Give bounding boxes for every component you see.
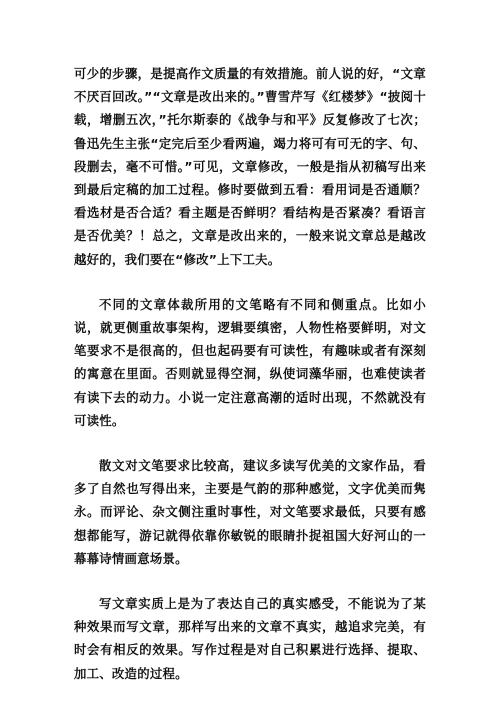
paragraph-true-feeling: 写文章实质上是为了表达自己的真实感受，不能说为了某种效果而写文章，那样写出来的文章不真实，越追求完美，有时会有相反的效果。写作过程是对自己积累进行选择、提取、加工、改造的过程。: [74, 596, 426, 681]
paragraph-essay-style: 散文对文笔要求比较高，建议多读写优美的文家作品，看多了自然也写得出来，主要是气韵的那种感觉，文字优美而隽永。而评论、杂文侧注重时事性，对文笔要求最低，只要有感想都能写，游记就得依靠你敏锐的眼睛扑捉祖国大好河山的一幕幕诗情画意场景。: [74, 458, 426, 566]
paragraph-revision: 可少的步骤，是提高作文质量的有效措施。前人说的好，“文章不厌百回改。”“文章是改出来的。”曹雪芹写《红楼梦》“披阅十载，增删五次，”托尔斯泰的《战争与和平》反复修改了七次；鲁迅先生主张“定完后至少看两遍，竭力将可有可无的字、句、段删去，毫不可惜。”可见，文章修改，一般是指从初稿写出来到最后定稿的加工过程。修时要做到五看：看用词是否通顺？看选材是否合适？看主题是否鲜明？看结构是否紧凑？看语言是否优美？！总之，文章是改出来的，一般来说文章总是越改越好的，我们要在“修改”上下工夫。: [74, 66, 426, 267]
document-body: [74, 62, 426, 685]
paragraph-genre-fiction: 不同的文章体裁所用的文笔略有不同和侧重点。比如小说，就更侧重故事架构，逻辑要缜密，人物性格要鲜明，对文笔要求不是很高的，但也起码要有可读性，有趣味或者有深刻的寓意在里面。否则就显得空洞，纵使词藻华丽，也难使读者有读下去的动力。小说一定注意高潮的适时出现，不然就没有可读性。: [74, 296, 426, 428]
